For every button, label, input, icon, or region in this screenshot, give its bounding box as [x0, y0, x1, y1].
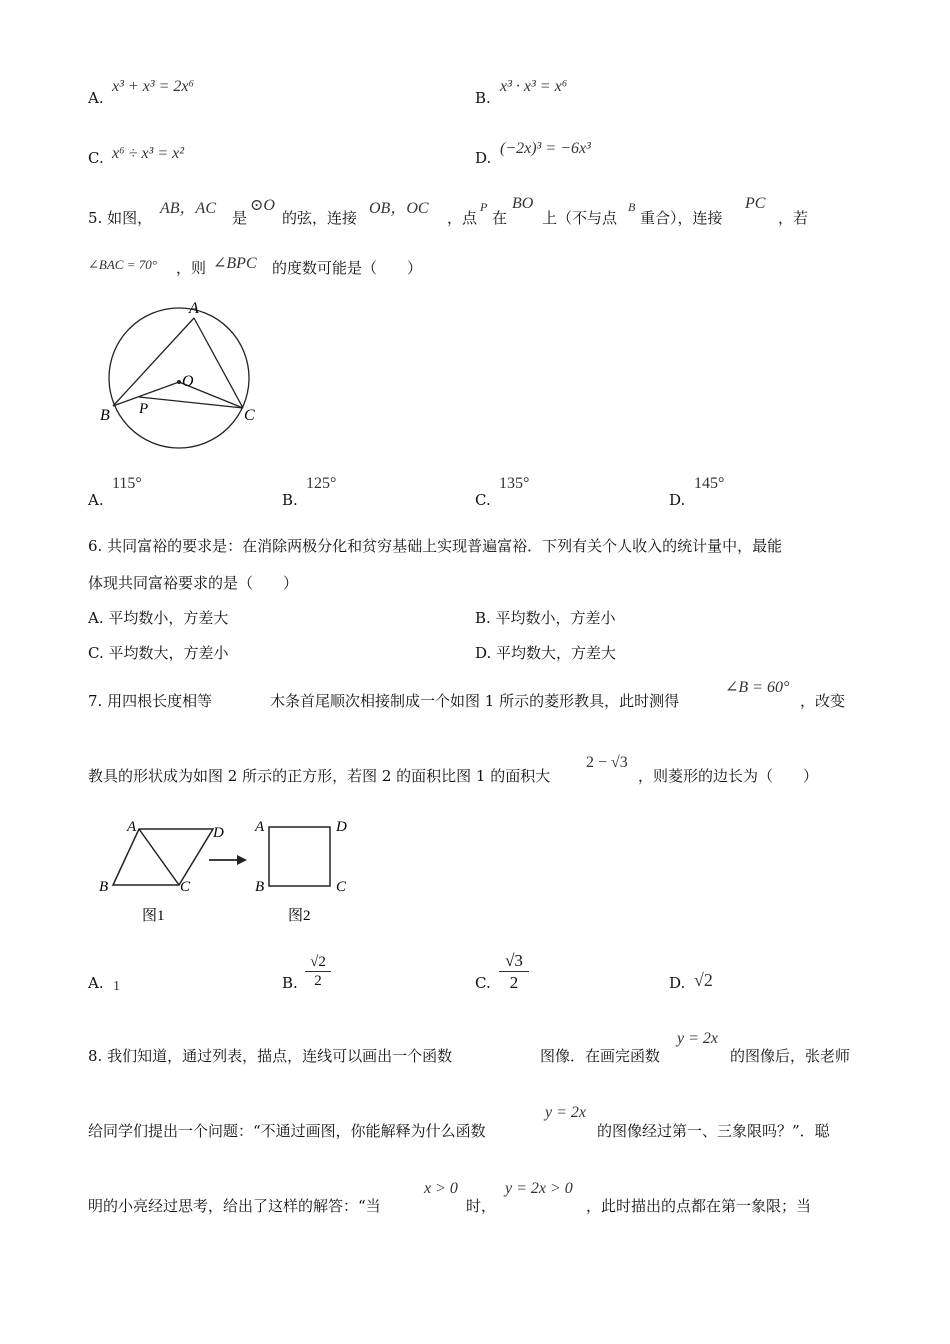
q8-line-1b: 图像．在画完函数: [540, 1047, 661, 1065]
fig1-label-c: C: [180, 879, 191, 895]
fraction-denominator: 2: [509, 973, 519, 992]
q5-de-xian: 的弦，连接: [282, 209, 358, 227]
q6-line-1: 6. 共同富裕的要求是：在消除两极分化和贫穷基础上实现普遍富裕．下列有关个人收入的统计量中，最能: [88, 537, 783, 555]
q5-option-d-label: D.: [669, 491, 686, 509]
segment-ab: [113, 318, 194, 406]
fig2-label-d: D: [336, 819, 347, 835]
q5-circle-o: ⊙O: [250, 197, 275, 214]
q4-option-b-label: B.: [475, 89, 491, 107]
label-b: B: [100, 407, 110, 424]
q8-line-3b: 时，: [466, 1197, 497, 1215]
q6-option-b: B. 平均数小，方差小: [475, 609, 616, 627]
q7-area-diff: 2 − √3: [586, 754, 628, 771]
q8-line-3c: ，此时描出的点都在第一象限；当: [586, 1197, 812, 1215]
q5-angle-bac: ∠BAC = 70°: [88, 257, 157, 272]
q5-shi: 是: [232, 209, 248, 227]
q5-ze: ，则: [176, 259, 207, 277]
fig2-label-a: A: [255, 819, 265, 835]
q5-option-c-value: 135°: [499, 475, 530, 492]
q6-option-d: D. 平均数大，方差大: [475, 644, 617, 662]
q8-condition-y: y = 2x > 0: [505, 1180, 573, 1197]
q8-line-1a: 8. 我们知道，通过列表，描点，连线可以画出一个函数: [88, 1047, 453, 1065]
q5-circle-figure: [95, 298, 265, 458]
q5-option-a-label: A.: [88, 491, 104, 509]
q5-option-d-value: 145°: [694, 475, 725, 492]
q7-option-d-label: D.: [669, 974, 686, 992]
fig1-label-a: A: [127, 819, 137, 835]
fraction-numerator: √3: [499, 950, 529, 972]
q6-line-2: 体现共同富裕要求的是（ ）: [88, 574, 299, 592]
fig2-label-b: B: [255, 879, 265, 895]
fig2-caption: 图2: [288, 908, 311, 924]
q5-b: B: [628, 200, 636, 214]
q8-function-2: y = 2x: [545, 1104, 586, 1121]
q6-option-a: A. 平均数小，方差大: [88, 609, 229, 627]
q7-figures: [95, 815, 365, 930]
fig1-label-d: D: [213, 825, 224, 841]
q5-option-c-label: C.: [475, 491, 491, 509]
q8-line-1c: 的图像后，张老师: [730, 1047, 851, 1065]
fraction-numerator: √2: [305, 953, 331, 972]
q5-question-tail: 的度数可能是（ ）: [272, 259, 423, 277]
q7-option-c-label: C.: [475, 974, 491, 992]
q8-line-2b: 的图像经过第一、三象限吗？”．聪: [597, 1122, 830, 1140]
q7-option-a-label: A.: [88, 974, 104, 992]
q7-option-b-fraction: [305, 953, 331, 990]
q5-chonghe: 重合），连接: [640, 209, 723, 227]
rhombus-abcd: [113, 829, 213, 885]
q4-option-b-expr: x³ · x³ = x⁶: [500, 78, 568, 95]
q7-line-2b: ，则菱形的边长为（ ）: [638, 767, 819, 785]
circle-o: [109, 308, 249, 448]
segment-pc: [139, 397, 243, 408]
q5-zai: 在: [492, 209, 508, 227]
fig2-label-c: C: [336, 879, 347, 895]
q7-option-d-value: √2: [694, 970, 713, 990]
fig1-label-b: B: [99, 879, 109, 895]
q4-option-c-expr: x⁶ ÷ x³ = x²: [112, 145, 185, 162]
q5-bo: BO: [512, 195, 534, 212]
segment-ac: [194, 318, 243, 408]
diagonal-ac: [139, 829, 179, 885]
q7-option-c-fraction: [499, 950, 529, 993]
q8-line-2a: 给同学们提出一个问题：“不通过画图，你能解释为什么函数: [88, 1122, 486, 1140]
q5-ab-ac: AB，AC: [160, 200, 216, 217]
q4-option-c-label: C.: [88, 149, 104, 167]
q5-pc: PC: [745, 195, 766, 212]
q4-option-d-expr: (−2x)³ = −6x³: [500, 140, 591, 157]
q8-function-1: y = 2x: [677, 1030, 718, 1047]
fraction-denominator: 2: [314, 973, 322, 989]
q5-ob-oc: OB，OC: [369, 200, 429, 217]
q7-line-1a: 7. 用四根长度相等: [88, 692, 213, 710]
q7-line-2a: 教具的形状成为如图 2 所示的正方形，若图 2 的面积比图 1 的面积大: [88, 767, 551, 785]
q5-ruo: ，若: [778, 209, 809, 227]
q5-option-b-label: B.: [282, 491, 298, 509]
label-a: A: [189, 300, 199, 317]
label-c: C: [244, 407, 255, 424]
fig1-caption: 图1: [142, 908, 165, 924]
q5-option-b-value: 125°: [306, 475, 337, 492]
q4-option-d-label: D.: [475, 149, 492, 167]
q7-line-1c: ，改变: [800, 692, 846, 710]
arrow-head-icon: [237, 855, 247, 865]
center-point: [177, 380, 181, 384]
q5-dian: ，点: [447, 209, 478, 227]
label-o: O: [182, 373, 194, 390]
q5-shang: 上（不与点: [542, 209, 618, 227]
q6-option-c: C. 平均数大，方差小: [88, 644, 229, 662]
q5-p: P: [480, 200, 488, 214]
q7-option-a-value: 1: [113, 979, 120, 994]
q7-angle-b: ∠B = 60°: [725, 679, 790, 696]
q7-option-b-label: B.: [282, 974, 298, 992]
q7-line-1b: 木条首尾顺次相接制成一个如图 1 所示的菱形教具，此时测得: [270, 692, 680, 710]
square-abcd: [269, 827, 330, 886]
q5-angle-bpc: ∠BPC: [213, 255, 257, 272]
q8-line-3a: 明的小亮经过思考，给出了这样的解答：“当: [88, 1197, 381, 1215]
q8-condition-x: x > 0: [424, 1180, 458, 1197]
q5-option-a-value: 115°: [112, 475, 142, 492]
q4-option-a-expr: x³ + x³ = 2x⁶: [112, 78, 195, 95]
q5-number: 5. 如图，: [88, 209, 153, 227]
q4-option-a-label: A.: [88, 89, 104, 107]
label-p: P: [139, 401, 149, 417]
